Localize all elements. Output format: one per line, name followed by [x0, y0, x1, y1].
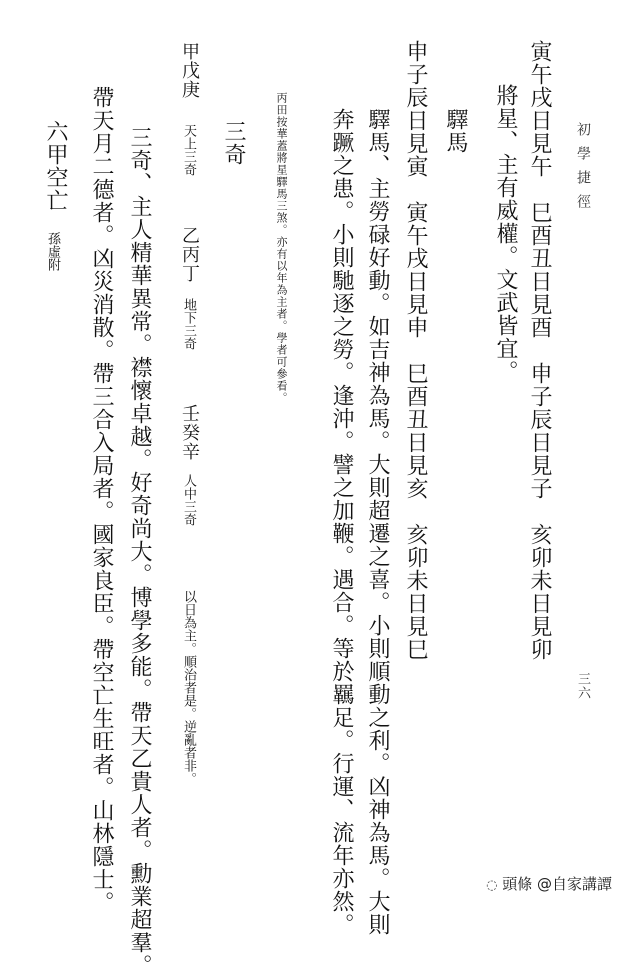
- page-number: 三六: [575, 672, 590, 700]
- sanqi-group-3: 壬癸辛: [179, 404, 200, 461]
- text-column-5: 驛馬、主勞碌好動。如吉神為馬。大則超遷之喜。小則順動之利。凶神為馬。大則: [365, 108, 390, 936]
- watermark: [486, 873, 612, 894]
- section-heading-sanqi: 三奇: [221, 120, 246, 166]
- liujia-subnote: 孫虛附: [45, 232, 60, 271]
- sanqi-group-2: 乙丙丁: [179, 226, 200, 283]
- text-column-1: 寅午戌日見午 巳酉丑日見酉 申子辰日見子 亥卯未日見卯: [527, 40, 552, 661]
- watermark-icon: ◌: [486, 878, 498, 893]
- text-column-6: 奔蹶之患。小則馳逐之勞。逢沖。譬之加鞭。遇合。等於羈足。行運、流年亦然。: [329, 108, 354, 936]
- sanqi-group-1: 甲戊庚: [179, 42, 200, 99]
- sanqi-group-2-note: 地下三奇: [181, 298, 196, 350]
- text-column-3: 申子辰日見寅 寅午戌日見申 巳酉丑日見亥 亥卯未日見巳: [403, 40, 428, 661]
- sanqi-group-1-note: 天上三奇: [181, 124, 196, 176]
- book-title: 初學捷徑: [575, 122, 591, 218]
- text-column-2: 將星、主有威權。文武皆宜。: [493, 84, 518, 383]
- section-heading-yima: 驛馬: [443, 108, 468, 154]
- note-column: 丙田按華蓋將星驛馬三煞。亦有以年為主者。學者可參看。: [275, 92, 288, 404]
- sanqi-group-3-note: 人中三奇: [181, 474, 196, 526]
- sanqi-rule-note: 以日為主。順治者是。逆亂者非。: [181, 590, 196, 785]
- watermark-label: 頭條 @自家講譚: [502, 875, 612, 893]
- section-heading-liujia: 六甲空亡: [43, 120, 68, 212]
- text-column-11: 三奇、主人精華異常。襟懷卓越。好奇尚大。博學多能。帶天乙貴人者。勳業超羣。: [127, 126, 152, 977]
- text-column-12: 帶天月二德者。凶災消散。帶三合入局者。國家良臣。帶空亡生旺者。山林隱士。: [89, 86, 114, 914]
